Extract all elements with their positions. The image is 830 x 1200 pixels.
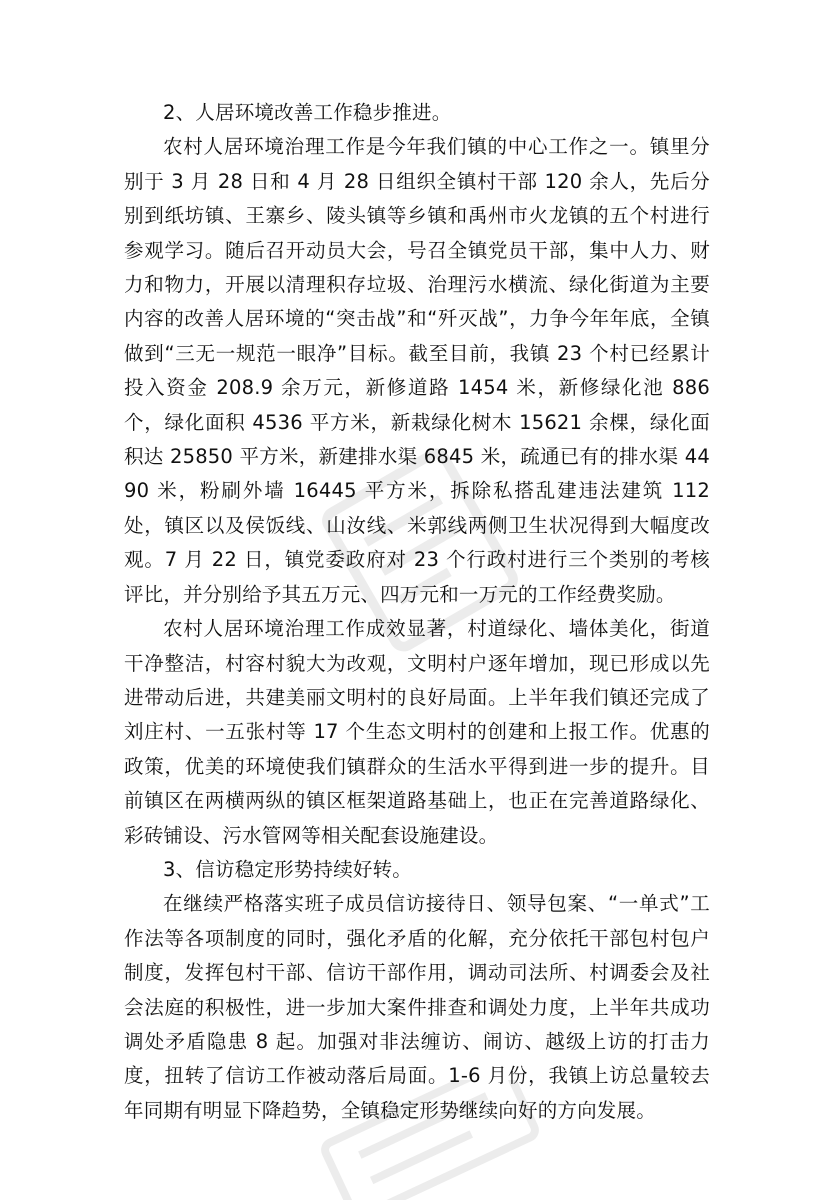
section-heading-3: 3、信访稳定形势持续好转。 xyxy=(163,857,413,881)
paragraph-environment-work: 农村人居环境治理工作是今年我们镇的中心工作之一。镇里分别于 3 月 28 日和 4 月 28 日组织全镇村干部 120 余人，先后分别到纸坊镇、王寨乡、陵头镇等乡镇和禹州市火龙镇的五个村进行参观学习。随后召开动员大会，号召全镇党员干部，集中人力、财力和物力，开展以清理积存垃圾、治理污水横流、绿化街道为主要内容的改善人居环境的“突击战”和“歼灭战”，力争今年年底，全镇做到“三无一规范一眼净”目标。截至目前，我镇 23 个村已经累计投入资金 208.9 余万元，新修道路 1454 米，新修绿化池 886 个，绿化面积 4536 平方米，新栽绿化树木 15621 余棵，绿化面积达 25850 平方米，新建排水渠 6845 米，疏通已有的排水渠 4490 米，粉刷外墙 16445 平方米，拆除私搭乱建违法建筑 112 处，镇区以及侯饭线、山汝线、米郭线两侧卫生状况得到大幅度改观。7 月 22 日，镇党委政府对 23 个行政村进行三个类别的考核评比，并分别给予其五万元、四万元和一万元的工作经费奖励。 xyxy=(124,135,710,606)
paragraph-environment-results: 农村人居环境治理工作成效显著，村道绿化、墙体美化，街道干净整洁，村容村貌大为改观，文明村户逐年增加，现已形成以先进带动后进，共建美丽文明村的良好局面。上半年我们镇还完成了刘庄村、一五张村等 17 个生态文明村的创建和上报工作。优惠的政策，优美的环境使我们镇群众的生活水平得到进一步的提升。目前镇区在两横两纵的镇区框架道路基础上，也正在完善道路绿化、彩砖铺设、污水管网等相关配套设施建设。 xyxy=(124,617,710,847)
section-heading-2: 2、人居环境改善工作稳步推进。 xyxy=(163,101,452,124)
document-body xyxy=(124,96,710,1128)
paragraph-petition-stability: 在继续严格落实班子成员信访接待日、领导包案、“一单式”工作法等各项制度的同时，强化矛盾的化解，充分依托干部包村包户制度，发挥包村干部、信访干部作用，调动司法所、村调委会及社会法庭的积极性，进一步加大案件排查和调处力度，上半年共成功调处矛盾隐患 8 起。加强对非法缠访、闹访、越级上访的打击力度，扭转了信访工作被动落后局面。1-6 月份，我镇上访总量较去年同期有明显下降趋势，全镇稳定形势继续向好的方向发展。 xyxy=(124,892,710,1122)
